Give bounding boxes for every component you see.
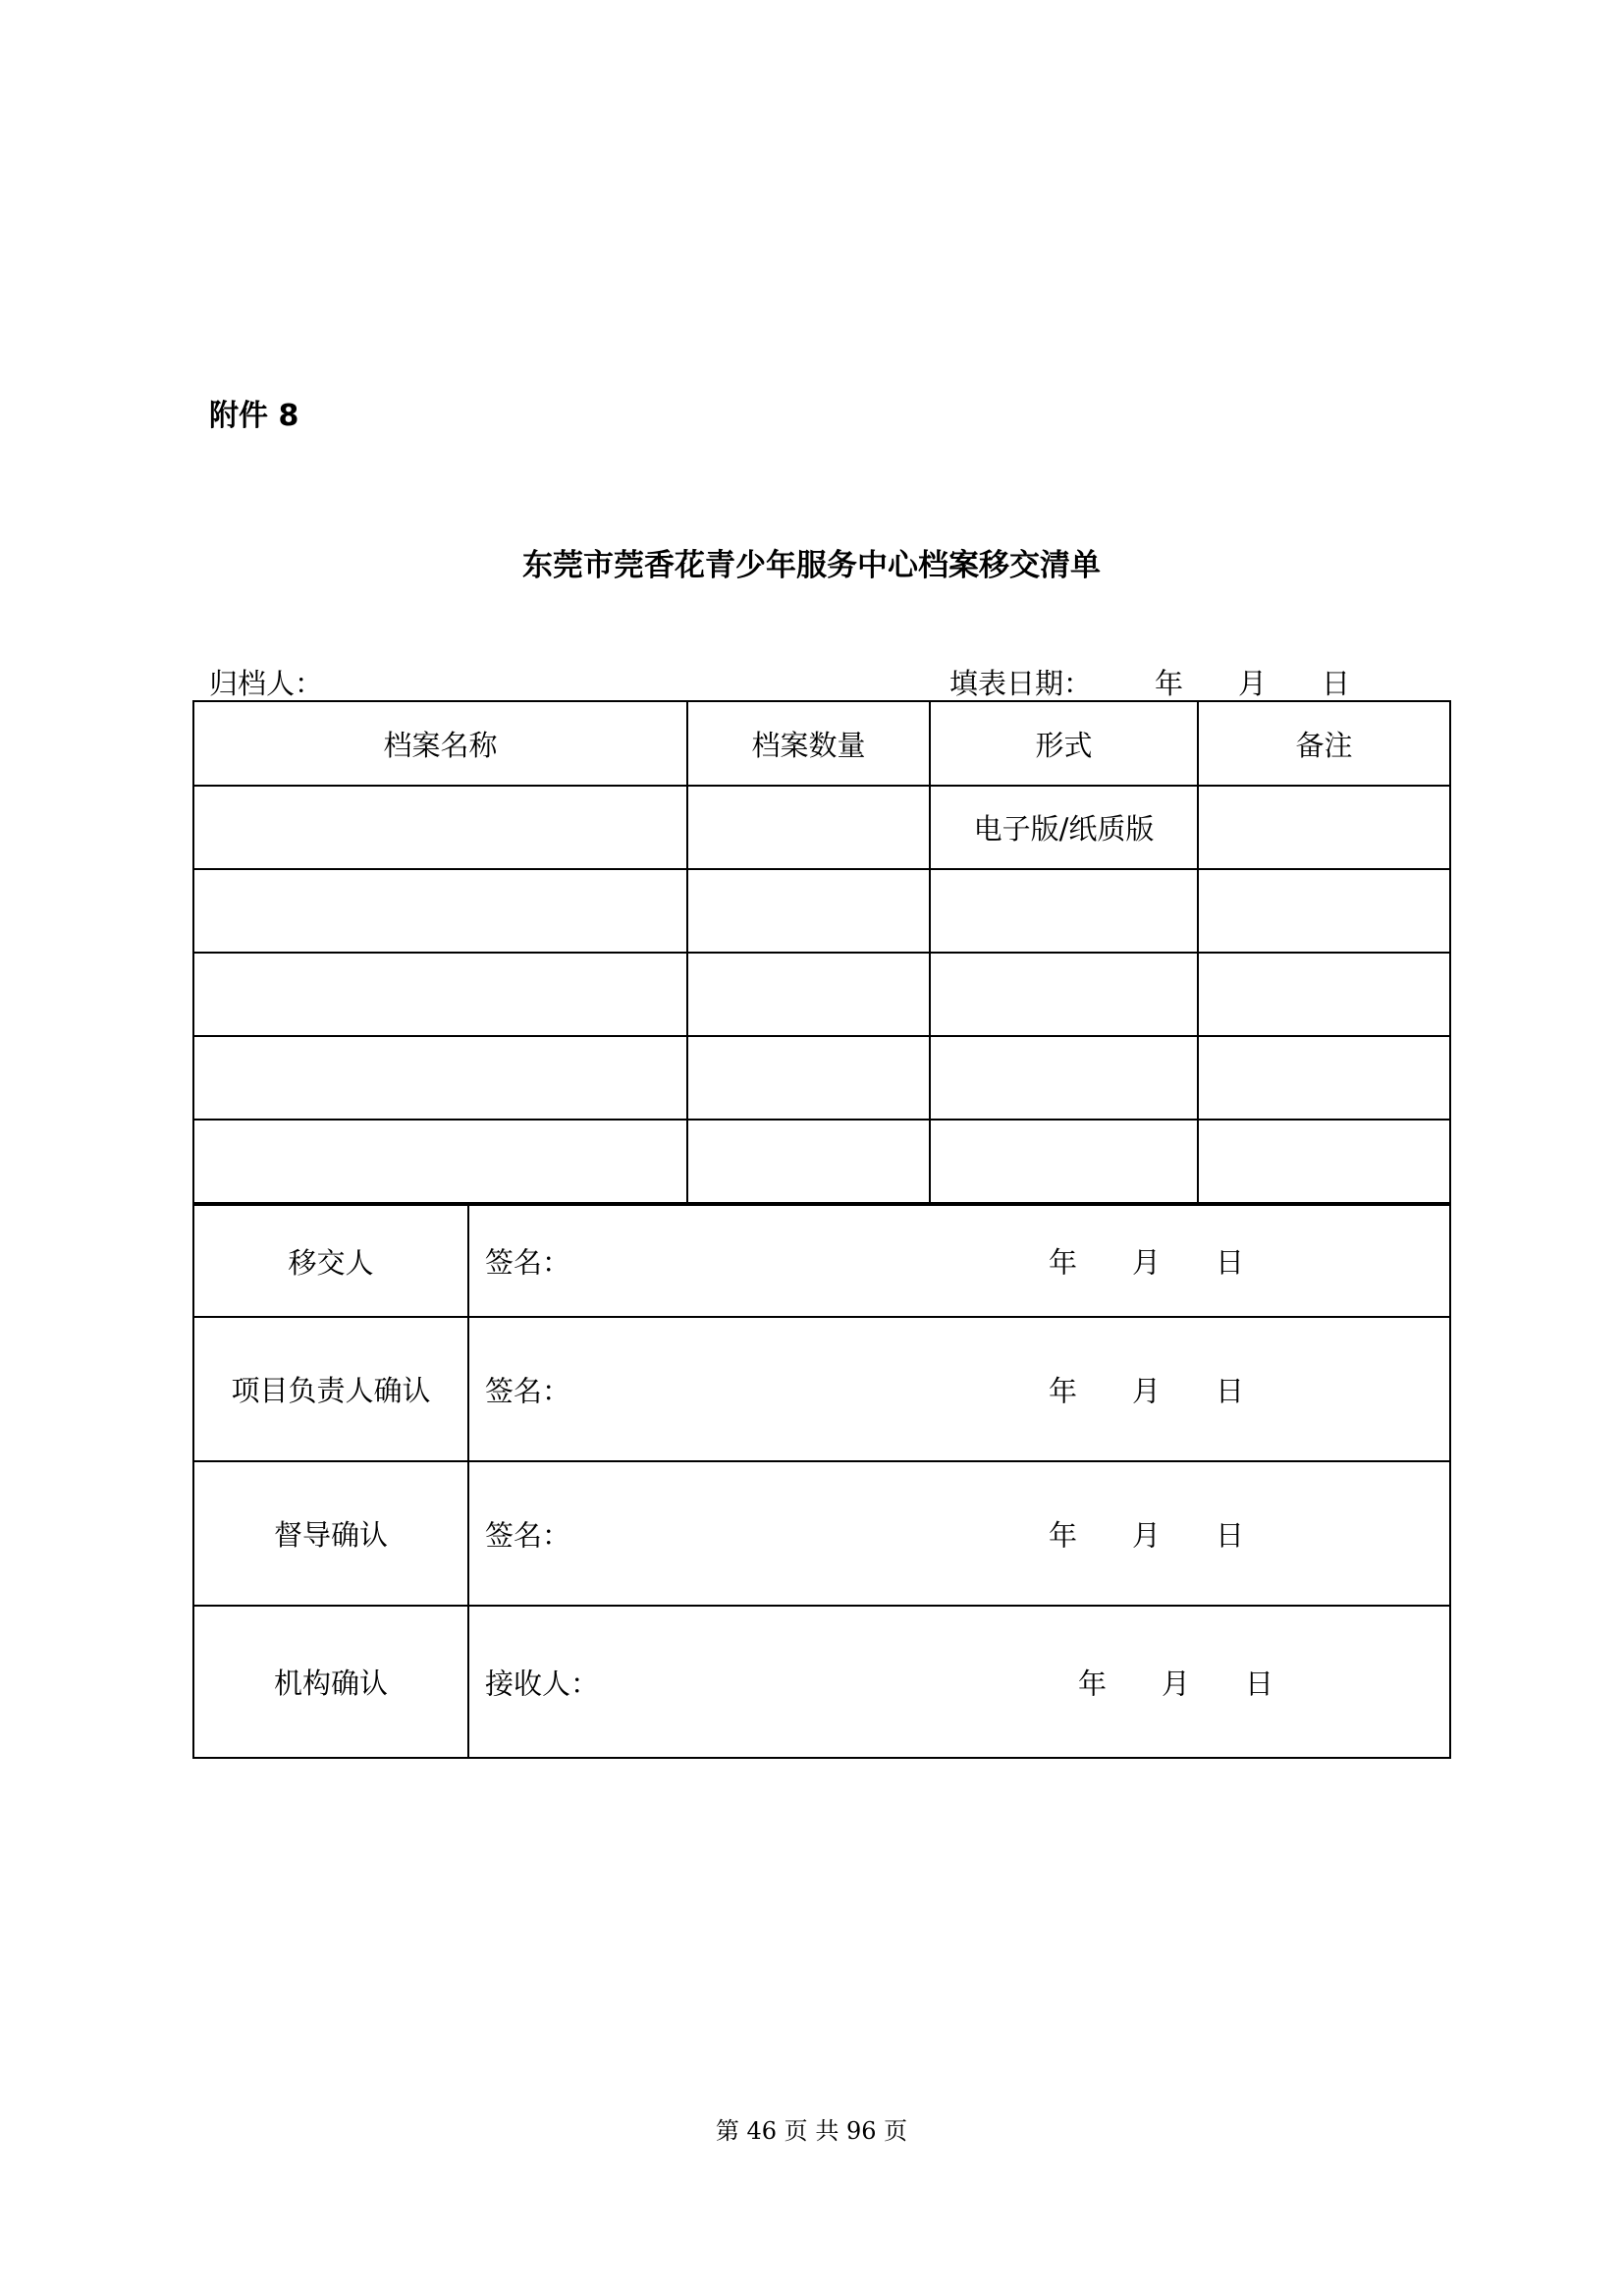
fill-date-label: 填表日期：	[949, 667, 1093, 700]
date-year: 年	[1049, 1245, 1078, 1280]
date-day: 日	[1216, 1518, 1245, 1552]
cell-remarks[interactable]	[1198, 1120, 1450, 1203]
confirmation-table	[192, 1204, 1451, 1759]
archive-list-table	[192, 700, 1451, 1204]
confirm-row-project-lead	[193, 1317, 1450, 1461]
cell-remarks[interactable]	[1198, 786, 1450, 869]
cell-format[interactable]	[930, 1120, 1198, 1203]
date-year: 年	[1049, 1518, 1078, 1552]
cell-archive-name[interactable]	[193, 1120, 687, 1203]
signature-cell[interactable]	[468, 1606, 1450, 1758]
date-day: 日	[1216, 1245, 1245, 1280]
page-footer	[0, 2111, 1623, 2146]
signature-label: 签名：	[485, 1518, 571, 1552]
footer-page-unit: 页	[784, 2117, 808, 2145]
role-label: 督导确认	[193, 1461, 468, 1606]
signature-cell[interactable]	[468, 1205, 1450, 1317]
cell-format[interactable]: 电子版/纸质版	[930, 786, 1198, 869]
signature-label: 签名：	[485, 1374, 571, 1407]
date-day: 日	[1216, 1374, 1245, 1407]
cell-archive-count[interactable]	[687, 1120, 930, 1203]
date-month: 月	[1132, 1374, 1162, 1407]
role-label: 项目负责人确认	[193, 1317, 468, 1461]
signature-date	[1049, 1369, 1244, 1409]
signature-cell[interactable]	[468, 1461, 1450, 1606]
fill-date-month: 月	[1238, 667, 1268, 700]
cell-archive-name[interactable]	[193, 1036, 687, 1120]
cell-archive-count[interactable]	[687, 1036, 930, 1120]
date-day: 日	[1245, 1667, 1274, 1700]
signature-date	[1049, 1513, 1244, 1554]
cell-archive-count[interactable]	[687, 953, 930, 1036]
header-archive-count: 档案数量	[687, 701, 930, 786]
cell-format[interactable]	[930, 869, 1198, 953]
signature-label: 接收人：	[485, 1667, 600, 1700]
footer-total-unit: 页	[884, 2117, 908, 2145]
cell-remarks[interactable]	[1198, 1036, 1450, 1120]
signature-date	[1078, 1662, 1273, 1702]
cell-archive-name[interactable]	[193, 953, 687, 1036]
document-title: 东莞市莞香花青少年服务中心档案移交清单	[522, 548, 1101, 583]
cell-archive-name[interactable]	[193, 869, 687, 953]
header-archive-name: 档案名称	[193, 701, 687, 786]
signature-cell[interactable]	[468, 1317, 1450, 1461]
header-remarks: 备注	[1198, 701, 1450, 786]
table-row	[193, 1036, 1450, 1120]
table-row	[193, 869, 1450, 953]
role-label: 移交人	[193, 1205, 468, 1317]
role-label: 机构确认	[193, 1606, 468, 1758]
cell-archive-count[interactable]	[687, 869, 930, 953]
total-pages: 96	[845, 2117, 877, 2145]
date-month: 月	[1162, 1667, 1191, 1700]
fill-date	[949, 662, 1350, 702]
archiver-label: 归档人：	[209, 667, 324, 700]
confirm-row-organization	[193, 1606, 1450, 1758]
date-month: 月	[1132, 1518, 1162, 1552]
header-format: 形式	[930, 701, 1198, 786]
confirm-row-supervisor	[193, 1461, 1450, 1606]
fill-date-year: 年	[1155, 667, 1184, 700]
footer-total-prefix: 共	[815, 2117, 839, 2145]
attachment-label: 附件 8	[209, 399, 299, 433]
table-row	[193, 953, 1450, 1036]
date-year: 年	[1078, 1667, 1108, 1700]
table-header-row	[193, 701, 1450, 786]
table-row	[193, 786, 1450, 869]
cell-archive-name[interactable]	[193, 786, 687, 869]
date-year: 年	[1049, 1374, 1078, 1407]
signature-label: 签名：	[485, 1245, 571, 1280]
fill-date-day: 日	[1322, 667, 1351, 700]
cell-archive-count[interactable]	[687, 786, 930, 869]
signature-date	[1049, 1241, 1244, 1282]
cell-format[interactable]	[930, 953, 1198, 1036]
footer-prefix: 第	[715, 2117, 739, 2145]
cell-remarks[interactable]	[1198, 869, 1450, 953]
page-number: 46	[746, 2117, 778, 2145]
date-month: 月	[1132, 1245, 1162, 1280]
cell-remarks[interactable]	[1198, 953, 1450, 1036]
confirm-row-transferor	[193, 1205, 1450, 1317]
cell-format[interactable]	[930, 1036, 1198, 1120]
table-row	[193, 1120, 1450, 1203]
